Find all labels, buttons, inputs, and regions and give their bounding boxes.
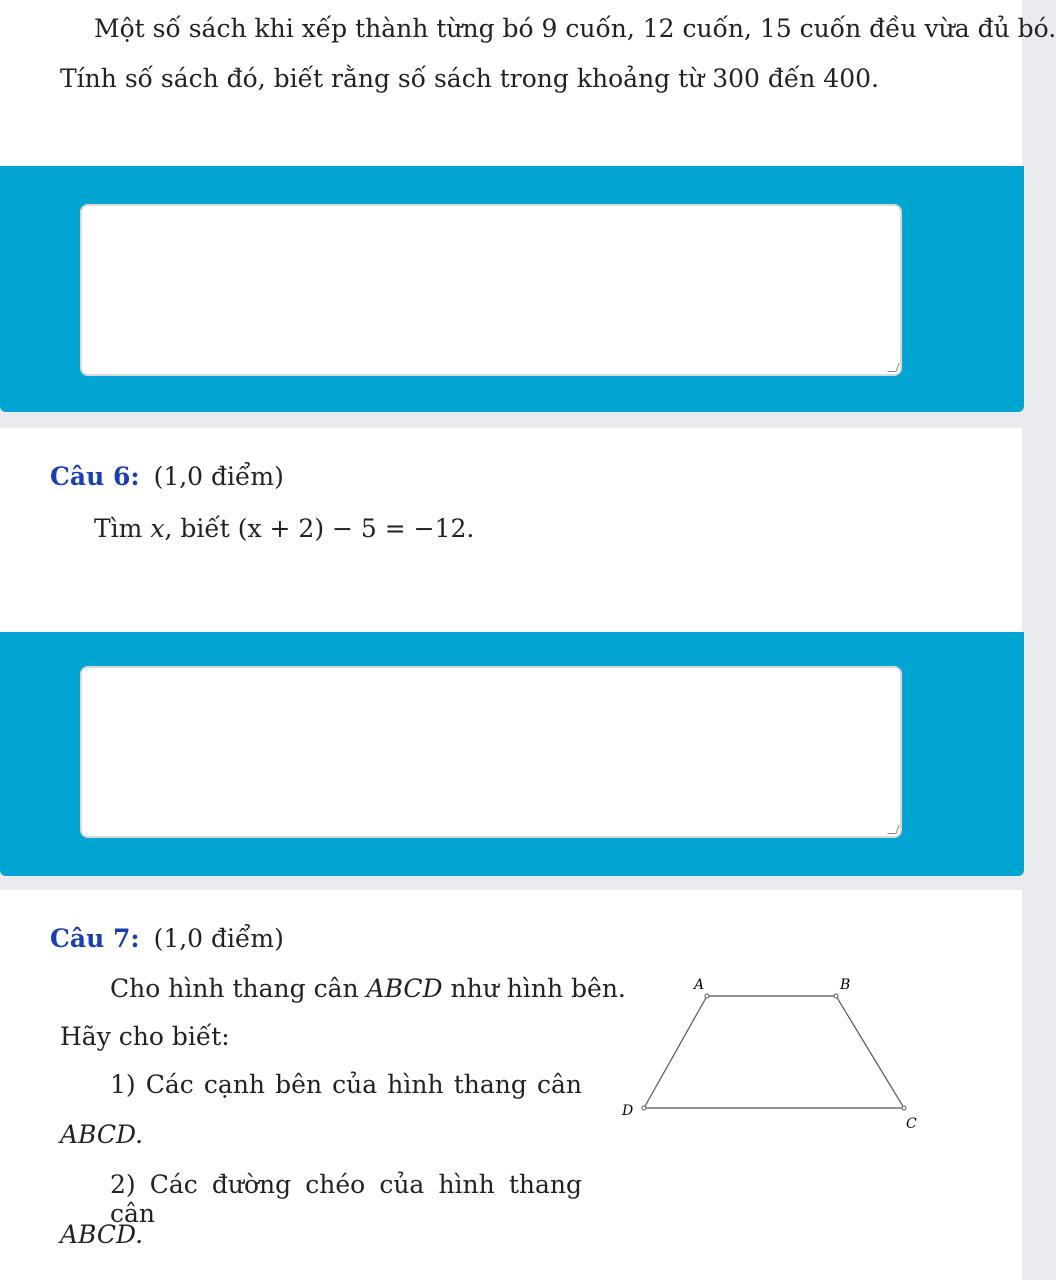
question-7-card — [0, 890, 1022, 1280]
question-5-card — [0, 0, 1056, 166]
question-5-line-2: Tính số sách đó, biết rằng số sách trong khoảng từ 300 đến 400. — [60, 64, 879, 93]
label-a: A — [694, 977, 705, 993]
question-7-ask: Hãy cho biết: — [60, 1022, 230, 1051]
answer-input-5[interactable] — [80, 204, 902, 376]
question-6-equation: (x + 2) − 5 = −12. — [237, 514, 475, 543]
resize-handle-icon[interactable] — [887, 825, 899, 834]
answer-section-6 — [0, 632, 1024, 876]
question-7-title: Câu 7: — [50, 924, 140, 953]
question-7-intro: Cho hình thang cân ABCD như hình bên. — [110, 974, 626, 1003]
question-5-line-1: Một số sách khi xếp thành từng bó 9 cuốn, 12 cuốn, 15 cuốn đều vừa đủ bó. — [94, 14, 1056, 43]
answer-input-6[interactable] — [80, 666, 902, 838]
question-6-points: (1,0 điểm) — [153, 462, 284, 491]
label-c: C — [906, 1116, 917, 1132]
vertex-d — [642, 1106, 646, 1110]
edge-da — [644, 996, 707, 1108]
resize-handle-icon[interactable] — [887, 363, 899, 372]
edge-bc — [836, 996, 904, 1108]
label-b: B — [840, 977, 851, 993]
question-7-item-2-name: ABCD. — [60, 1220, 144, 1249]
question-7-item-1: 1) Các cạnh bên của hình thang cân — [110, 1070, 582, 1099]
question-7-header — [50, 924, 284, 953]
question-7-points: (1,0 điểm) — [153, 924, 284, 953]
answer-section-5 — [0, 166, 1024, 412]
question-6-prompt: Tìm x, biết (x + 2) − 5 = −12. — [94, 514, 475, 543]
vertex-b — [834, 994, 838, 998]
question-7-item-1-name: ABCD. — [60, 1120, 144, 1149]
vertex-a — [705, 994, 709, 998]
question-7-item-2: 2) Các đường chéo của hình thang cân — [110, 1170, 582, 1228]
question-6-card — [0, 428, 1022, 632]
label-d: D — [622, 1103, 634, 1119]
trapezoid-figure — [600, 970, 940, 1132]
question-6-title: Câu 6: — [50, 462, 140, 491]
vertex-c — [902, 1106, 906, 1110]
question-6-header — [50, 462, 284, 491]
